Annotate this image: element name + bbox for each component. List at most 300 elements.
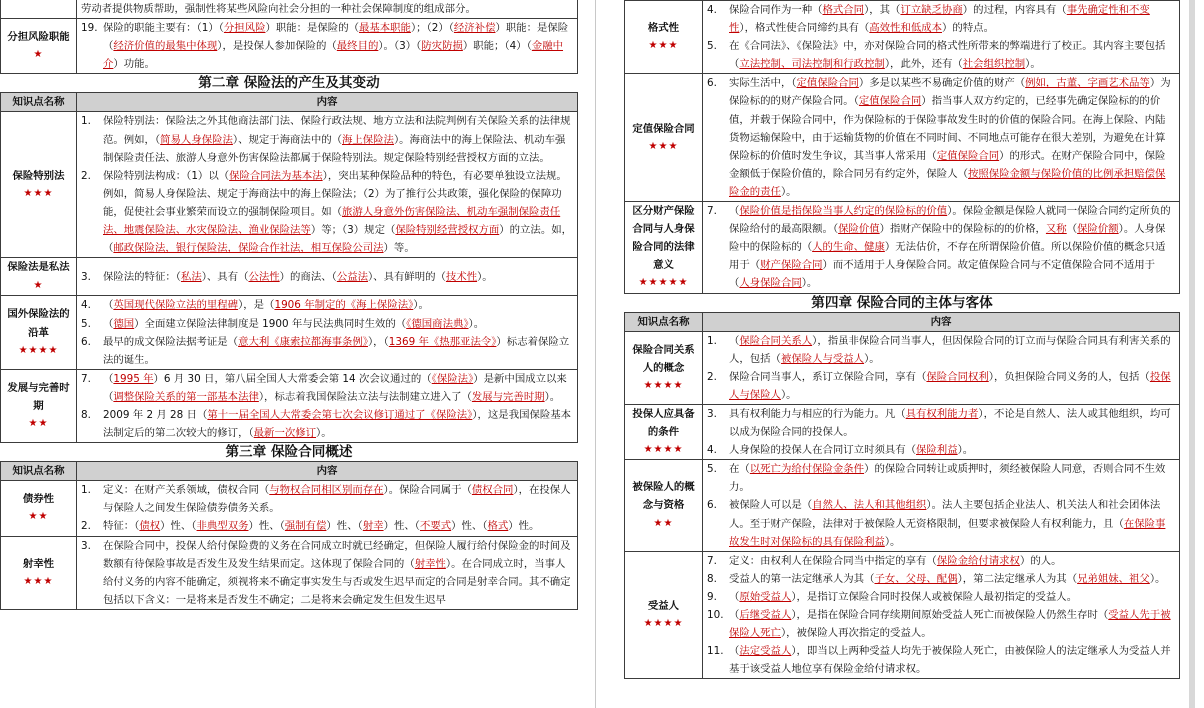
text-run: 在《合同法》、《保险法》中，亦对保险合同的格式性所带来的弊端进行了校正。其内容主要包括（: [729, 40, 1166, 71]
text-run: ）的人。: [1019, 554, 1062, 567]
point-title: 发展与完善时期: [7, 381, 70, 412]
item-text: [729, 642, 1175, 678]
point-title: 保险特别法: [12, 169, 65, 182]
text-run: ），不论是自然人、法人或其他组织，均可以成为保险合同的投保人。: [729, 407, 1171, 439]
item-text: [103, 406, 573, 442]
text-run: ）标志着保险立法的诞生。: [103, 335, 570, 366]
table-row: [625, 202, 1180, 293]
table-header: [625, 312, 1180, 331]
key-term: 定值保险合同: [796, 77, 859, 90]
list-item: [707, 74, 1175, 201]
item-text: [729, 405, 1175, 441]
table-row: [625, 1, 1180, 74]
key-term: 《德国商法典》: [406, 317, 469, 330]
list-item: [81, 19, 573, 73]
key-term: 射幸: [362, 520, 384, 533]
item-text: [103, 296, 573, 314]
item-number: 1.: [81, 115, 91, 128]
key-term: 保险利益: [916, 444, 958, 457]
list-item: [707, 37, 1175, 73]
text-run: ）等；（3）规定（: [310, 224, 396, 237]
importance-stars: ★: [33, 49, 44, 61]
importance-stars: ★★★: [23, 187, 54, 199]
table-row: [625, 404, 1180, 459]
text-run: 被保险人可以是（: [729, 499, 813, 512]
key-term: 最新一次修订: [253, 427, 317, 440]
page-gap: [578, 0, 624, 708]
table-row: [1, 0, 578, 19]
item-number: 7.: [707, 554, 717, 567]
left-page: [0, 0, 578, 708]
key-term: 事先确定性和不变性: [729, 4, 1150, 35]
key-term: 1369 年《热那亚法令》: [388, 335, 497, 348]
text-run: ）的立法。如，（: [103, 224, 572, 255]
table-chapter3: [0, 461, 578, 610]
point-title: 被保险人的概念与资格: [632, 481, 695, 512]
continued-text: 劳动者提供物质帮助，强制性将某些风险向社会分担的一种社会保障制度的组成部分。: [77, 0, 578, 19]
text-run: ）的形式。在财产保险合同中，保险金额低于保险价值的，除合同另有约定外，保险人（: [729, 149, 1166, 180]
key-term: 1995 年: [113, 372, 154, 385]
key-term: 最终目的: [336, 40, 379, 53]
text-run: ）指当事人双方约定的，已经事先确定保险标的的价值，并载于保险合同中，作为保险标的于保险事故发生时的价值的保险合同。在海上保险、内陆货物运输保险中，由于运输货物的价值在不同时间、不同地点可能存在很大差别，为避免在计算保险标的价值时发生争议，其当事人常采用（: [729, 95, 1166, 162]
key-term: 经济补偿: [453, 22, 496, 35]
importance-stars: ★★★: [648, 140, 679, 152]
key-term: 海上保险法: [342, 133, 394, 146]
content-cell: [77, 19, 578, 74]
key-term: 子女、父母、配偶: [874, 572, 958, 585]
content-cell: [703, 551, 1180, 679]
text-run: 人身保险的投保人在合同订立时须具有（: [729, 444, 917, 457]
item-text: [103, 517, 573, 535]
text-run: 实际生活中，（: [729, 77, 797, 90]
item-number: 11.: [707, 645, 724, 658]
text-run: 在（: [729, 463, 750, 476]
item-number: 6.: [707, 77, 717, 90]
key-term: 《保险法》: [431, 372, 474, 385]
list-item: [81, 315, 573, 333]
header-point: 知识点名称: [625, 312, 703, 331]
key-term: 后继受益人: [739, 609, 792, 621]
point-title: 保险法是私法: [7, 261, 70, 274]
text-run: ）。: [801, 277, 818, 290]
text-run: 定义：在财产关系领域，债权合同（: [103, 484, 270, 497]
key-term: 兄弟姐妹、祖父: [1077, 572, 1150, 585]
text-run: 保险合同作为一种（: [729, 4, 823, 16]
page-divider: [595, 0, 596, 708]
right-page: [624, 0, 1180, 708]
table-row: [1, 296, 578, 369]
text-run: ），格式性使合同缔约具有（: [739, 22, 870, 35]
text-run: ），突出某种保险品种的特色，有必要单独设立法规。例如，简易人身保险法、规定于海商法中的海上保险法；（2）为了推行公共政策，强化保险的保障功能，促使社会事业繁荣而设立的强制保险项目。如（: [103, 169, 567, 218]
text-run: 在保险合同中，投保人给付保险费的义务在合同成立时就已经确定，但保险人履行给付保险金的时间及数额有待保险事故是否发生及发生结果而定。这体现了保险合同的（: [103, 539, 571, 570]
text-run: ）。: [884, 535, 901, 548]
importance-stars: ★★★★: [643, 379, 684, 391]
text-run: 保险特别法：保险法之外其他商法部门法、保险行政法规、地方立法和法院判例有关保险关系的法律规范。例如，（: [103, 115, 571, 146]
key-term: 与物权合同相区别而存在: [269, 484, 384, 497]
text-run: 受益人的第一法定继承人为其（: [729, 572, 875, 585]
text-run: ）性、（: [451, 520, 488, 533]
header-content: 内容: [703, 312, 1180, 331]
text-run: ）的过程，内容具有（: [962, 4, 1067, 16]
knowledge-point-name: [1, 112, 77, 258]
content-cell: [77, 536, 578, 609]
content-cell: [703, 460, 1180, 551]
content-cell: [703, 74, 1180, 202]
text-run: ）。: [477, 270, 493, 283]
key-term: 德国: [113, 317, 135, 330]
item-number: 9.: [707, 590, 717, 603]
table-row: [625, 74, 1180, 202]
key-term: 公益法: [336, 270, 368, 283]
text-run: ）。: [544, 390, 561, 403]
item-text: [729, 74, 1175, 201]
text-run: 具有权利能力与相应的行为能力。凡（: [729, 407, 906, 420]
text-run: ）性。: [508, 520, 540, 533]
text-run: 2009 年 2 月 28 日（: [103, 408, 208, 421]
list-item: [707, 405, 1175, 441]
text-run: ）是新中国成立以来（: [103, 372, 567, 403]
text-run: ）。: [316, 427, 332, 440]
key-term: 射幸性: [414, 557, 446, 570]
text-run: ）无法估价，不存在所谓保险价值。所以保险价值的概念只适用于（: [729, 241, 1166, 272]
list-item: [81, 481, 573, 517]
item-number: 2.: [707, 370, 717, 383]
importance-stars: ★★★: [23, 575, 54, 587]
text-run: ）性、（: [248, 520, 285, 533]
importance-stars: ★★: [653, 517, 674, 529]
text-run: （: [103, 299, 114, 312]
text-run: ），此外，还有（: [884, 58, 963, 71]
table-chapter2: [0, 92, 578, 443]
list-item: [707, 441, 1175, 459]
knowledge-point-name: [625, 460, 703, 551]
knowledge-point-name: [625, 404, 703, 459]
item-number: 5.: [81, 317, 91, 330]
key-term: 受益人先于被保险人死亡: [729, 609, 1171, 640]
key-term: 例如，古董、字画艺术品等: [1025, 77, 1150, 90]
item-number: 4.: [81, 299, 91, 312]
point-title: 保险合同关系人的概念: [632, 343, 695, 374]
key-term: 定值保险合同: [936, 149, 1000, 162]
key-term: 社会组织控制: [962, 58, 1026, 71]
point-title: 债券性: [22, 493, 55, 506]
item-number: 8.: [707, 572, 717, 585]
text-run: ）为保险标的的财产保险合同。（: [729, 77, 1171, 108]
text-run: 特征：（: [103, 520, 140, 533]
key-term: 保险合同关系人: [739, 334, 813, 347]
knowledge-point-name: [1, 369, 77, 442]
item-text: [729, 460, 1175, 496]
scrollbar-track[interactable]: [1189, 0, 1195, 708]
text-run: ）。海商法中的海上保险法、机动车强制保险责任法、旅游人身意外伤害保险法都属于保险特别法。规定保险特别经营授权方面的立法。: [103, 133, 566, 164]
point-title: 投保人应具备的条件: [632, 407, 695, 439]
item-text: [729, 368, 1175, 404]
knowledge-point-name: [1, 536, 77, 609]
key-term: 发展与完善时期: [471, 390, 545, 403]
text-run: 最早的成文保险法据考证是（: [103, 335, 239, 348]
knowledge-point-name: [1, 481, 77, 536]
key-term: 邮政保险法，银行保险法，保险合作社法，相互保险公司法: [113, 242, 384, 255]
text-run: ）。保险合同属于（: [383, 484, 472, 497]
point-title: 定值保险合同: [632, 122, 695, 135]
knowledge-point-name: [625, 331, 703, 404]
list-item: [707, 460, 1175, 496]
key-term: 财产保险合同: [760, 259, 823, 272]
text-run: 保险合同当事人，系订立保险合同，享有（: [729, 370, 927, 383]
item-number: 3.: [81, 539, 91, 552]
text-run: ），是投保人参加保险的（: [217, 40, 337, 53]
table-row: [1, 258, 578, 296]
text-run: ）功能。: [113, 58, 155, 71]
key-term: 保险合同权利: [926, 370, 989, 383]
list-item: [707, 368, 1175, 404]
key-term: 人身保险合同: [739, 277, 802, 290]
key-term: 最基本职能: [358, 22, 411, 35]
text-run: ）。: [957, 444, 974, 457]
text-run: （: [729, 609, 740, 621]
importance-stars: ★★: [28, 511, 49, 523]
key-term: 高效性和低成本: [869, 22, 943, 35]
content-cell: [703, 202, 1180, 293]
item-text: [103, 333, 573, 369]
text-run: ）、具有鲜明的（: [367, 270, 446, 283]
point-title: 国外保险法的沿革: [7, 308, 70, 339]
table-row: [625, 460, 1180, 551]
text-run: 保险法的特征：（: [103, 270, 181, 283]
table-row: [1, 112, 578, 258]
text-run: ）。: [1149, 572, 1166, 585]
key-term: 格式: [487, 520, 509, 533]
item-text: [103, 537, 573, 609]
item-number: 8.: [81, 408, 91, 421]
list-item: [81, 268, 573, 286]
key-term: 金融中介: [103, 40, 564, 71]
text-run: ），指虽非保险合同当事人，但因保险合同的订立而与保险合同具有利害关系的人，包括（: [729, 334, 1171, 365]
text-run: ），负担保险合同义务的人，包括（: [988, 370, 1150, 383]
text-run: ）。人身保险中的保险标的（: [729, 223, 1166, 254]
text-run: ），是指在保险合同存续期间原始受益人死亡而被保险人仍然生存时（: [791, 609, 1109, 621]
list-item: [707, 642, 1175, 678]
text-run: （: [729, 590, 740, 603]
key-term: 防灾防损: [421, 40, 463, 53]
list-item: [81, 296, 573, 314]
text-run: ）。保险金额是保险人就同一保险合同约定所负的保险给付的最高限额。（: [729, 205, 1171, 236]
key-term: 技术性: [445, 270, 478, 283]
item-number: 5.: [707, 463, 717, 476]
text-run: ）性、（: [160, 520, 197, 533]
key-term: 被保险人与受益人: [780, 352, 865, 365]
key-term: 不要式: [419, 520, 452, 533]
key-term: 保险价值: [838, 223, 880, 236]
key-term: 保险价额: [1077, 223, 1119, 236]
content-cell: [77, 258, 578, 296]
list-item: [81, 537, 573, 609]
text-run: ）职能：是保险（: [103, 22, 569, 53]
point-title: 格式性: [647, 22, 680, 35]
text-run: ）性、（: [383, 520, 420, 533]
item-number: 1.: [707, 334, 717, 347]
key-term: 在保险事故发生时对保险标的具有保险利益: [729, 517, 1166, 548]
list-item: [81, 370, 573, 406]
importance-stars: ★: [33, 280, 44, 292]
text-run: ）。法人主要包括企业法人、机关法人和社会团体法人。至于财产保险，法律对于被保险人无资格限制，但要求被保险人有权利能力，且（: [729, 499, 1161, 530]
importance-stars: ★★: [28, 418, 49, 430]
text-run: ），是指订立保险合同时投保人或被保险人最初指定的受益人。: [791, 590, 1078, 603]
table-row: [625, 551, 1180, 679]
item-text: [729, 588, 1175, 606]
knowledge-point-name: [1, 258, 77, 296]
text-run: ）；（2）（: [410, 22, 454, 35]
key-term: 非典型双务: [196, 520, 249, 533]
key-term: 又称: [1045, 223, 1067, 236]
list-item: [707, 1, 1175, 37]
table-chapter3-cont: [624, 0, 1180, 294]
text-run: ）6 月 30 日，第八届全国人大常委会第 14 次会议通过的（: [153, 372, 432, 385]
knowledge-point-name: [1, 296, 77, 369]
text-run: ），是（: [238, 299, 275, 312]
text-run: ）的保险合同转让或质押时，须经被保险人同意，否则合同不生效力。: [729, 463, 1166, 494]
list-item: [707, 588, 1175, 606]
list-item: [707, 606, 1175, 642]
item-number: 19.: [81, 22, 98, 35]
header-point: 知识点名称: [1, 93, 77, 112]
key-term: 保险价值是指保险当事人约定的保险标的价值: [739, 205, 948, 218]
item-number: 4.: [707, 4, 717, 16]
list-item: [707, 570, 1175, 588]
content-cell: [703, 331, 1180, 404]
key-term: 原始受益人: [739, 590, 792, 603]
key-term: 订立缺乏协商: [900, 4, 963, 16]
key-term: 自然人、法人和其他组织: [812, 499, 927, 512]
importance-stars: ★★★★: [643, 444, 684, 456]
text-run: （: [729, 334, 740, 347]
text-run: ），第二法定继承人为其（: [957, 572, 1078, 585]
key-term: 公法性: [248, 270, 280, 283]
list-item: [707, 552, 1175, 570]
item-number: 10.: [707, 609, 724, 621]
text-run: ）。（3）（: [378, 40, 422, 53]
key-term: 强制有偿: [284, 520, 327, 533]
list-item: [707, 202, 1175, 292]
text-run: ）、规定于海商法中的（: [232, 133, 342, 146]
text-run: ）职能；（4）（: [462, 40, 532, 53]
point-title: 分担风险职能: [7, 31, 70, 44]
text-run: （: [103, 372, 114, 385]
list-item: [81, 167, 573, 257]
item-number: 5.: [707, 40, 717, 53]
item-number: 3.: [707, 407, 717, 420]
text-run: ），（: [367, 335, 389, 348]
table-row: [1, 19, 578, 74]
item-text: [729, 552, 1175, 570]
table-header: [1, 462, 578, 481]
knowledge-point-name: [625, 551, 703, 679]
header-content: 内容: [77, 462, 578, 481]
table-row: [625, 331, 1180, 404]
key-term: 保险金给付请求权: [936, 554, 1020, 567]
chapter-2-title: 第二章 保险法的产生及其变动: [198, 75, 380, 92]
key-term: 调整保险关系的第一部基本法律: [113, 390, 259, 403]
item-number: 2.: [81, 520, 91, 533]
text-run: 保险的职能主要有：（1）（: [103, 22, 224, 35]
key-term: 简易人身保险法: [160, 133, 233, 146]
chapter-4-title: 第四章 保险合同的主体与客体: [811, 294, 993, 311]
text-run: ），被保险人再次指定的受益人。: [780, 627, 932, 640]
item-text: [729, 332, 1175, 368]
key-term: 投保人与保险人: [729, 370, 1171, 401]
text-run: ）。: [468, 317, 485, 330]
table-row: [1, 481, 578, 536]
text-run: ），其（: [864, 4, 901, 16]
importance-stars: ★★★: [648, 40, 679, 52]
item-number: 2.: [81, 169, 91, 182]
key-term: 具有权利能力者: [905, 407, 979, 420]
list-item: [81, 112, 573, 166]
text-run: ）。在合同成立时，当事人给付义务的内容不能确定，须视将来不确定事实发生与否或发生迟早而定的合同是射幸合同。其不确定包括以下含义：一是将来是否发生不确定；二是将来会确定发生但发生迟早: [103, 557, 571, 606]
item-text: [103, 268, 573, 286]
scrollbar[interactable]: [1180, 0, 1204, 708]
text-run: ）。: [1025, 58, 1041, 71]
knowledge-point-name: [625, 1, 703, 74]
key-term: 以死亡为给付保险金条件: [749, 463, 865, 476]
text-run: ）多是以某些不易确定价值的财产（: [858, 77, 1026, 90]
table-row: [1, 536, 578, 609]
key-term: 旅游人身意外伤害保险法、机动车强制保险责任法、地震保险法、水灾保险法、渔业保险法等: [103, 205, 561, 237]
knowledge-point-name: [1, 19, 77, 74]
content-cell: [77, 296, 578, 369]
point-title: 射幸性: [22, 557, 55, 570]
key-term: 保险特别经营授权方面: [395, 224, 500, 237]
content-cell: [703, 1, 1180, 74]
text-run: ）。: [780, 388, 797, 401]
key-term: 债权: [139, 520, 161, 533]
item-number: 6.: [707, 499, 717, 512]
item-number: 6.: [81, 335, 91, 348]
list-item: [707, 496, 1175, 550]
text-run: ）。: [413, 299, 429, 312]
key-term: 按照保险金额与保险价值的比例承担赔偿保险金的责任: [729, 167, 1166, 198]
item-text: [729, 441, 1175, 459]
point-title: 区分财产保险合同与人身保险合同的法律意义: [632, 205, 695, 272]
text-run: ）的商法、（: [279, 270, 337, 283]
list-item: [707, 332, 1175, 368]
item-text: [729, 606, 1175, 642]
item-text: [729, 570, 1175, 588]
text-run: 定义：由权利人在保险合同当中指定的享有（: [729, 554, 937, 567]
list-item: [81, 406, 573, 442]
text-run: （: [1066, 223, 1078, 236]
text-run: （: [729, 645, 740, 658]
key-term: 定值保险合同: [858, 95, 922, 108]
table-chapter4: [624, 312, 1180, 680]
text-run: ）。: [864, 352, 880, 365]
chapter-3-title: 第三章 保险合同概述: [225, 444, 353, 461]
item-text: [103, 19, 573, 73]
item-text: [729, 496, 1175, 550]
header-point: 知识点名称: [1, 462, 77, 481]
text-run: 保险特别法构成：（1）以（: [103, 169, 230, 182]
item-text: [729, 37, 1175, 73]
text-run: ）的特点。: [942, 22, 994, 35]
text-run: ）性、（: [326, 520, 363, 533]
importance-stars: ★★★★★: [638, 277, 689, 289]
key-term: 第十一届全国人大常委会第七次会议修订通过了《保险法》: [207, 408, 473, 421]
text-run: ），标志着我国保险法立法与法制建立进入了（: [258, 390, 472, 403]
key-term: 意大利《康索拉都海事条例》: [238, 335, 368, 348]
key-term: 立法控制、司法控制和行政控制: [739, 58, 885, 71]
item-number: 4.: [707, 444, 717, 457]
item-text: [103, 315, 573, 333]
